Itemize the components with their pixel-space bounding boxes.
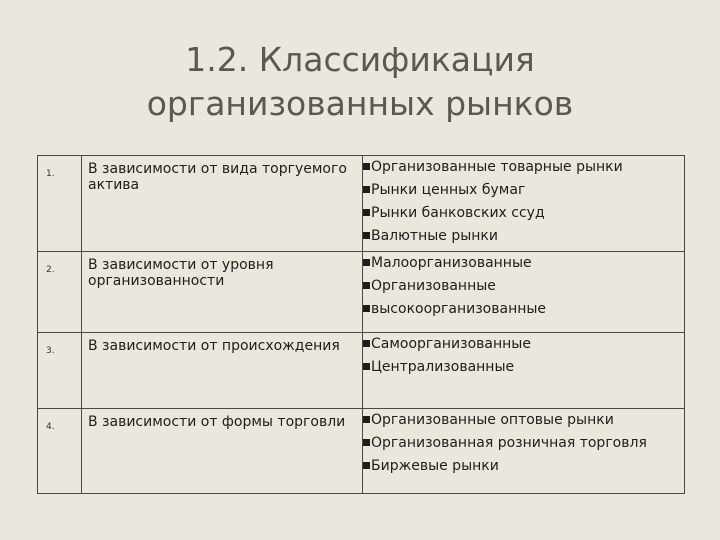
market-type-label: Организованная розничная торговля bbox=[371, 435, 647, 451]
row-number-cell bbox=[38, 409, 82, 494]
table-row bbox=[38, 333, 685, 409]
classification-table bbox=[37, 155, 685, 494]
square-bullet-icon bbox=[363, 462, 370, 469]
list-item bbox=[363, 275, 684, 298]
market-types-cell bbox=[363, 333, 685, 409]
row-number: 2. bbox=[46, 265, 55, 275]
row-number-cell bbox=[38, 252, 82, 333]
market-type-label: Валютные рынки bbox=[371, 228, 498, 244]
list-item bbox=[363, 333, 684, 356]
list-item bbox=[363, 432, 684, 455]
square-bullet-icon bbox=[363, 186, 370, 193]
row-number-cell bbox=[38, 156, 82, 252]
market-type-label: Централизованные bbox=[371, 359, 515, 375]
criterion-text: В зависимости от формы торговли bbox=[88, 414, 346, 430]
criterion-text: В зависимости от уровня организованности bbox=[88, 257, 274, 289]
square-bullet-icon bbox=[363, 305, 370, 312]
row-number: 1. bbox=[46, 169, 55, 179]
square-bullet-icon bbox=[363, 363, 370, 370]
list-item bbox=[363, 179, 684, 202]
market-type-label: Рынки ценных бумаг bbox=[371, 182, 526, 198]
square-bullet-icon bbox=[363, 282, 370, 289]
title-line-2: организованных рынков bbox=[146, 84, 574, 123]
market-type-label: Самоорганизованные bbox=[371, 336, 531, 352]
list-item bbox=[363, 455, 684, 478]
market-type-label: Организованные товарные рынки bbox=[371, 159, 623, 175]
criterion-cell bbox=[82, 409, 363, 494]
square-bullet-icon bbox=[363, 416, 370, 423]
table-row bbox=[38, 409, 685, 494]
market-types-cell bbox=[363, 252, 685, 333]
row-number: 3. bbox=[46, 346, 55, 356]
square-bullet-icon bbox=[363, 232, 370, 239]
list-item bbox=[363, 225, 684, 248]
market-type-label: Биржевые рынки bbox=[371, 458, 499, 474]
list-item bbox=[363, 356, 684, 379]
row-number: 4. bbox=[46, 422, 55, 432]
list-item bbox=[363, 202, 684, 225]
table-row bbox=[38, 156, 685, 252]
slide-title bbox=[0, 38, 720, 126]
list-item bbox=[363, 298, 684, 321]
title-line-1: 1.2. Классификация bbox=[185, 40, 535, 79]
market-type-label: Малоорганизованные bbox=[371, 255, 532, 271]
square-bullet-icon bbox=[363, 209, 370, 216]
criterion-text: В зависимости от вида торгуемого актива bbox=[88, 161, 347, 193]
market-type-label: Организованные bbox=[371, 278, 496, 294]
market-types-cell bbox=[363, 156, 685, 252]
square-bullet-icon bbox=[363, 163, 370, 170]
list-item bbox=[363, 409, 684, 432]
list-item bbox=[363, 156, 684, 179]
criterion-text: В зависимости от происхождения bbox=[88, 338, 340, 354]
market-type-label: Рынки банковских ссуд bbox=[371, 205, 545, 221]
criterion-cell bbox=[82, 156, 363, 252]
square-bullet-icon bbox=[363, 439, 370, 446]
row-number-cell bbox=[38, 333, 82, 409]
criterion-cell bbox=[82, 252, 363, 333]
market-type-label: Организованные оптовые рынки bbox=[371, 412, 614, 428]
list-item bbox=[363, 252, 684, 275]
market-type-label: высокоорганизованные bbox=[371, 301, 547, 317]
square-bullet-icon bbox=[363, 259, 370, 266]
market-types-cell bbox=[363, 409, 685, 494]
square-bullet-icon bbox=[363, 340, 370, 347]
table-row bbox=[38, 252, 685, 333]
criterion-cell bbox=[82, 333, 363, 409]
